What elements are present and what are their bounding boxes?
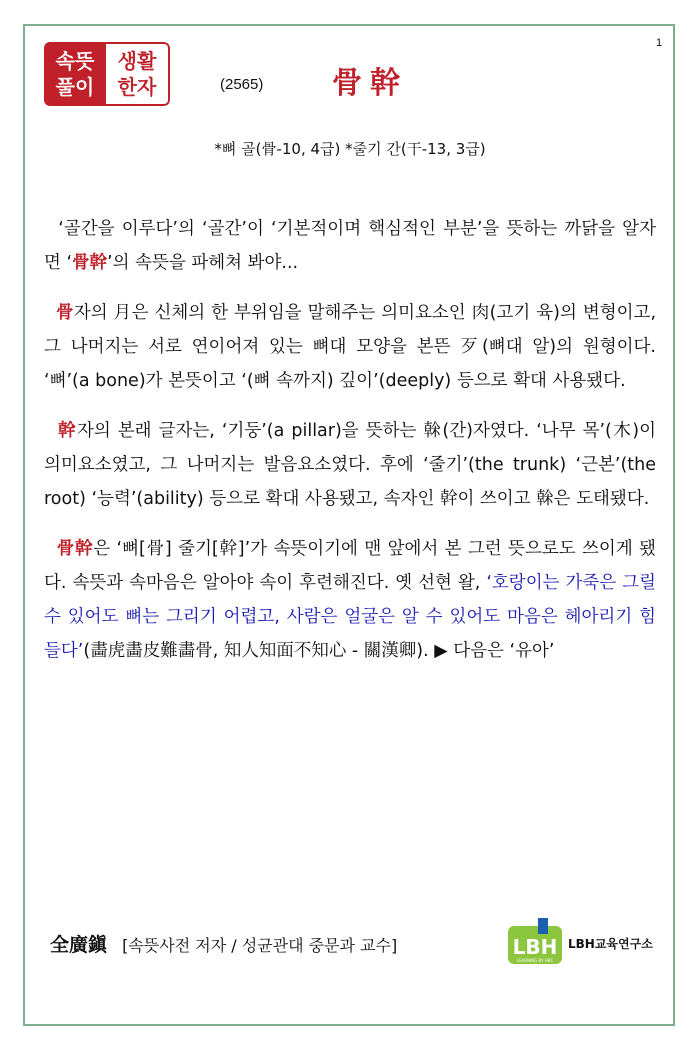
logo-line2: 풀이 bbox=[55, 75, 95, 99]
logo-line1: 속뜻 bbox=[55, 49, 95, 73]
logo-line4: 한자 bbox=[117, 75, 157, 99]
paragraph-1 bbox=[44, 212, 656, 280]
lbh-tagline: LEARNING BY HBC bbox=[516, 958, 554, 963]
institute-logo bbox=[508, 918, 653, 968]
p3-highlight: 幹 bbox=[58, 421, 77, 441]
logo-right-block bbox=[106, 42, 170, 106]
p4-quote: ‘호랑이는 가죽은 그릴 수 있어도 뼈는 그리기 어렵고, 사람은 얼굴은 알 수 있어도 마음은 헤아리기 힘들다’ bbox=[44, 573, 656, 661]
series-logo bbox=[44, 42, 170, 106]
p4-text-c: (畵虎畵皮難畵骨, 知人知面不知心 - 關漢卿). ▶ 다음은 ‘유아’ bbox=[83, 641, 555, 661]
article-body bbox=[44, 212, 656, 684]
paragraph-4 bbox=[44, 532, 656, 668]
logo-line3: 생활 bbox=[117, 49, 157, 73]
p4-highlight: 骨幹 bbox=[56, 539, 94, 559]
character-info: *뼈 골(骨-10, 4급) *줄기 간(干-13, 3급) bbox=[214, 140, 486, 158]
p4-text-a: 은 ‘뼈[骨] 줄기[幹]’가 속뜻이기에 맨 앞에서 본 그런 뜻으로도 쓰이게 됐다. 속뜻과 속마음은 알아야 속이 후련해진다. 옛 선현 왈, bbox=[44, 539, 656, 593]
author-name: 全廣鎭 bbox=[50, 934, 108, 956]
author-description: [속뜻사전 저자 / 성균관대 중문과 교수] bbox=[122, 936, 398, 955]
p2-highlight: 骨 bbox=[55, 303, 74, 323]
p3-text: 자의 본래 글자는, ‘기둥’(a pillar)을 뜻하는 榦(간)자였다. ‘나무 목’(木)이 의미요소였고, 그 나머지는 발음요소였다. 후에 ‘줄기’(the trunk) ‘근본’(the root) ‘능력’(ability) 등으로 확대 사용됐고, 속자인 幹이 쓰이고 榦은 도태됐다. bbox=[44, 421, 657, 509]
page-number: 1 bbox=[656, 37, 663, 49]
author-line bbox=[50, 930, 397, 957]
paragraph-2 bbox=[44, 296, 656, 398]
p1-highlight: 骨幹 bbox=[72, 253, 108, 273]
lbh-mark-icon bbox=[508, 918, 564, 968]
institute-name: LBH교육연구소 bbox=[568, 936, 653, 951]
page-title: 骨幹 bbox=[332, 66, 408, 101]
p1-text-a: ‘골간을 이루다’의 ‘골간’이 ‘기본적이며 핵심적인 부분’을 뜻하는 까닭을 알자면 ‘ bbox=[44, 219, 656, 273]
logo-left-block bbox=[44, 42, 106, 106]
p1-text-b: ’의 속뜻을 파헤쳐 봐야... bbox=[107, 253, 299, 273]
article-code: (2565) bbox=[220, 76, 264, 93]
p2-text: 자의 月은 신체의 한 부위임을 말해주는 의미요소인 肉(고기 육)의 변형이고, 그 나머지는 서로 연이어져 있는 뼈대 모양을 본뜬 歹(뼈대 알)의 원형이다. ‘뼈’(a bone)가 본뜻이고 ‘(뼈 속까지) 깊이’(deeply) 등으로 확대 사용됐다. bbox=[44, 303, 657, 391]
lbh-mark-text: LBH bbox=[512, 935, 558, 959]
paragraph-3 bbox=[44, 414, 656, 516]
